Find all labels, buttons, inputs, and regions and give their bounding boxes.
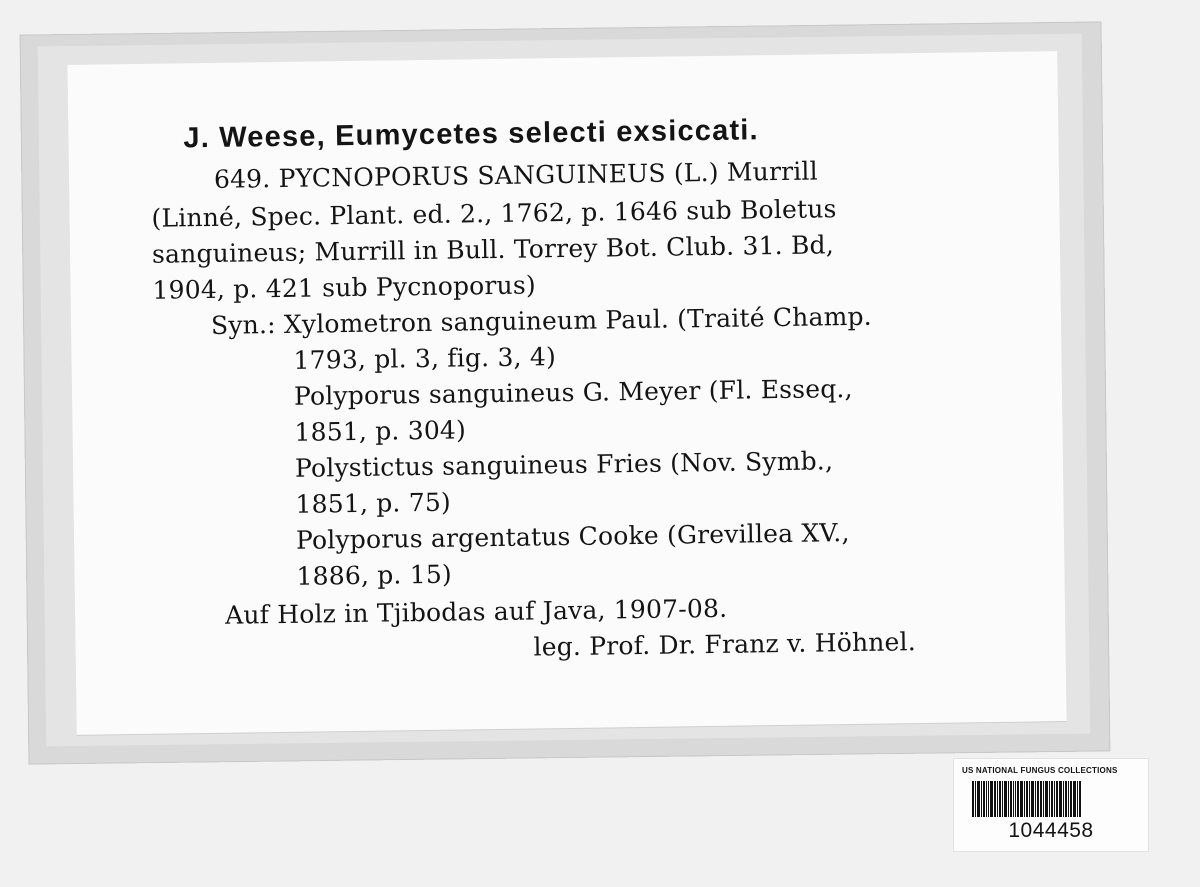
locality-line: Auf Holz in Tjibodas auf Java, 1907-08. (224, 593, 728, 630)
synonym-2-line-2: 1851, p. 304) (294, 415, 467, 447)
species-line: 649. PYCNOPORUS SANGUINEUS (L.) Murrill (213, 156, 819, 194)
specimen-label (67, 51, 1066, 735)
citation-line-2: sanguineus; Murrill in Bull. Torrey Bot. Club. 31. Bd, (151, 230, 835, 269)
barcode-institution: US NATIONAL FUNGUS COLLECTIONS (962, 766, 1118, 775)
synonym-3-line-2: 1851, p. 75) (295, 487, 452, 519)
barcode-label (953, 758, 1149, 852)
synonym-4-line-2: 1886, p. 15) (296, 559, 453, 591)
citation-line-1: (Linné, Spec. Plant. ed. 2., 1762, p. 1646 sub Boletus (151, 194, 837, 233)
collector-line: leg. Prof. Dr. Franz v. Höhnel. (533, 627, 917, 662)
synonym-4-line-1: Polyporus argentatus Cooke (Grevillea XV., (295, 518, 850, 555)
citation-line-3: 1904, p. 421 sub Pycnoporus) (152, 270, 537, 305)
synonym-1-line-1: Syn.: Xylometron sanguineum Paul. (Traité Champ. (210, 301, 873, 340)
barcode-number: 1044458 (1008, 819, 1094, 842)
synonym-1-line-2: 1793, pl. 3, fig. 3, 4) (293, 342, 557, 375)
barcode-graphic (972, 781, 1132, 817)
synonym-3-line-1: Polystictus sanguineus Fries (Nov. Symb., (294, 446, 834, 483)
label-heading: J. Weese, Eumycetes selecti exsiccati. (183, 114, 760, 155)
synonym-2-line-1: Polyporus sanguineus G. Meyer (Fl. Esseq., (293, 374, 853, 411)
